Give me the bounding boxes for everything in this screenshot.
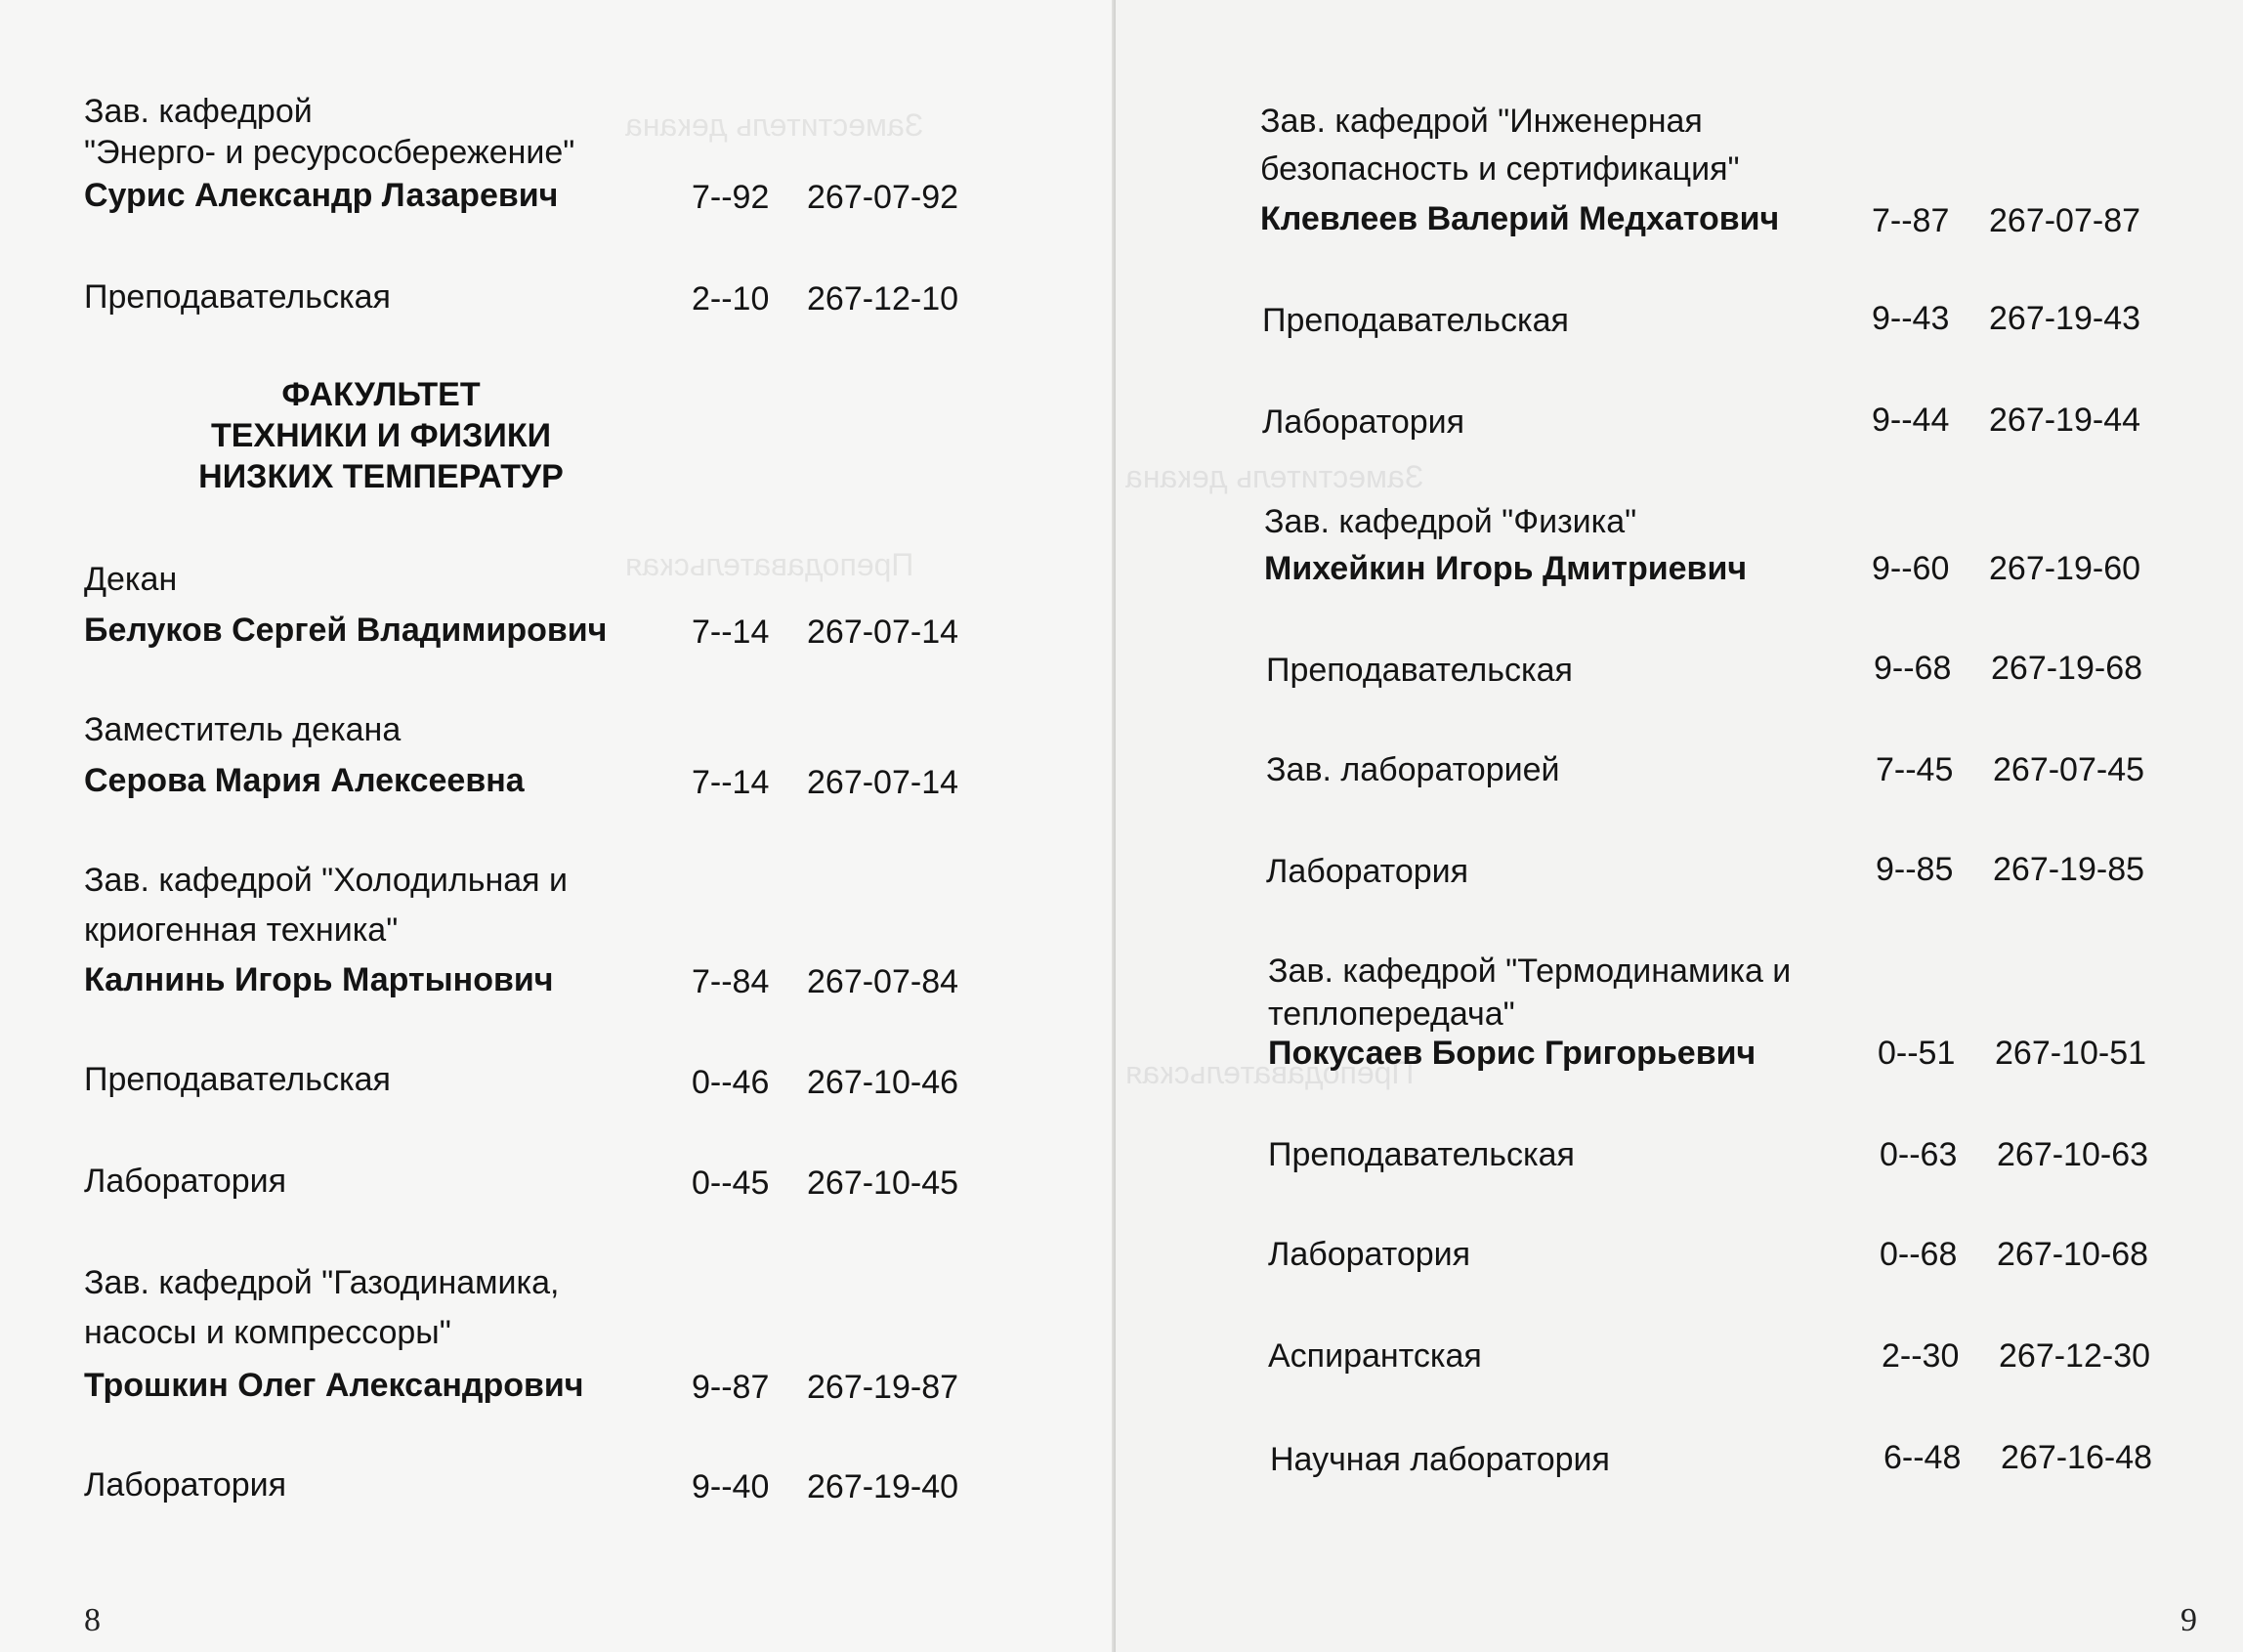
phone-number: 267-10-45 [807,1165,959,1202]
phone-number: 267-10-46 [807,1064,959,1101]
internal-extension: 0--68 [1880,1236,1958,1273]
phone-number: 267-19-44 [1989,402,2141,439]
page-number: 8 [84,1602,101,1638]
bleed-through-text: Преподавательская [625,547,914,582]
phone-number: 267-19-60 [1989,550,2141,587]
entry-title: Зав. кафедрой [84,93,313,130]
entry-title: Лаборатория [84,1163,287,1200]
phone-number: 267-19-43 [1989,300,2141,337]
person-name: Покусаев Борис Григорьевич [1268,1035,1756,1072]
phone-number: 267-07-84 [807,963,959,1000]
entry-title-line2: криогенная техника" [84,911,399,949]
entry-title: Преподавательская [84,1061,391,1098]
bleed-through-text: Преподавательская [1125,1055,1415,1090]
phone-number: 267-10-68 [1997,1236,2149,1273]
faculty-heading-line: ТЕХНИКИ И ФИЗИКИ [210,417,552,454]
entry-title: Зав. кафедрой "Газодинамика, [84,1264,560,1301]
phone-number: 267-10-63 [1997,1136,2149,1173]
person-name: Сурис Александр Лазаревич [84,177,559,214]
right-page [1116,0,2243,1652]
internal-extension: 7--45 [1876,751,1954,788]
entry-title: Преподавательская [84,278,391,316]
person-name: Клевлеев Валерий Медхатович [1260,200,1780,237]
faculty-heading-line: ФАКУЛЬТЕТ [281,376,481,413]
internal-extension: 7--87 [1872,202,1950,239]
entry-title: Заместитель декана [84,711,402,748]
phone-number: 267-16-48 [2001,1439,2153,1476]
internal-extension: 9--68 [1874,650,1952,687]
phone-number: 267-07-45 [1993,751,2145,788]
page-number: 9 [2180,1602,2197,1638]
entry-title: Зав. кафедрой "Физика" [1264,503,1637,540]
phone-number: 267-07-14 [807,614,959,651]
person-name: Трошкин Олег Александрович [84,1367,584,1404]
internal-extension: 6--48 [1883,1439,1962,1476]
internal-extension: 9--43 [1872,300,1950,337]
person-name: Калнинь Игорь Мартынович [84,961,554,998]
entry-title: Лаборатория [1268,1236,1471,1273]
left-page [0,0,1116,1652]
entry-title: Аспирантская [1268,1337,1482,1375]
entry-title: Лаборатория [1266,853,1469,890]
phone-number: 267-19-85 [1993,851,2145,888]
entry-title: Декан [84,561,178,598]
internal-extension: 0--63 [1880,1136,1958,1173]
internal-extension: 9--40 [692,1468,770,1505]
entry-title-line2: безопасность и сертификация" [1260,150,1740,188]
entry-title: Зав. кафедрой "Инженерная [1260,103,1703,140]
phone-number: 267-07-14 [807,764,959,801]
phone-number: 267-07-92 [807,179,959,216]
internal-extension: 7--14 [692,614,770,651]
person-name: Михейкин Игорь Дмитриевич [1264,550,1748,587]
entry-title: Научная лаборатория [1270,1441,1610,1478]
internal-extension: 0--51 [1878,1035,1956,1072]
phone-number: 267-19-87 [807,1369,959,1406]
faculty-heading-line: НИЗКИХ ТЕМПЕРАТУР [198,458,564,495]
internal-extension: 9--87 [692,1369,770,1406]
phone-number: 267-10-51 [1995,1035,2147,1072]
entry-title: Преподавательская [1266,652,1573,689]
internal-extension: 7--84 [692,963,770,1000]
internal-extension: 0--45 [692,1165,770,1202]
entry-title-line2: "Энерго- и ресурсосбережение" [84,134,575,171]
internal-extension: 7--92 [692,179,770,216]
bleed-through-text: Заместитель декана [1125,459,1424,494]
phone-number: 267-12-10 [807,280,959,318]
internal-extension: 9--44 [1872,402,1950,439]
entry-title-line2: теплопередача" [1268,995,1515,1033]
phone-number: 267-19-40 [807,1468,959,1505]
entry-title: Зав. лабораторией [1266,751,1560,788]
person-name: Белуков Сергей Владимирович [84,612,608,649]
entry-title: Преподавательская [1262,302,1569,339]
entry-title-line2: насосы и компрессоры" [84,1314,451,1351]
entry-title: Зав. кафедрой "Термодинамика и [1268,953,1792,990]
internal-extension: 9--60 [1872,550,1950,587]
internal-extension: 7--14 [692,764,770,801]
internal-extension: 9--85 [1876,851,1954,888]
internal-extension: 2--10 [692,280,770,318]
phone-number: 267-19-68 [1991,650,2143,687]
internal-extension: 0--46 [692,1064,770,1101]
entry-title: Зав. кафедрой "Холодильная и [84,862,568,899]
entry-title: Лаборатория [84,1466,287,1504]
bleed-through-text: Заместитель декана [625,107,924,143]
entry-title: Преподавательская [1268,1136,1575,1173]
entry-title: Лаборатория [1262,403,1465,441]
internal-extension: 2--30 [1882,1337,1960,1375]
person-name: Серова Мария Алексеевна [84,762,525,799]
phone-number: 267-07-87 [1989,202,2141,239]
phone-number: 267-12-30 [1999,1337,2151,1375]
